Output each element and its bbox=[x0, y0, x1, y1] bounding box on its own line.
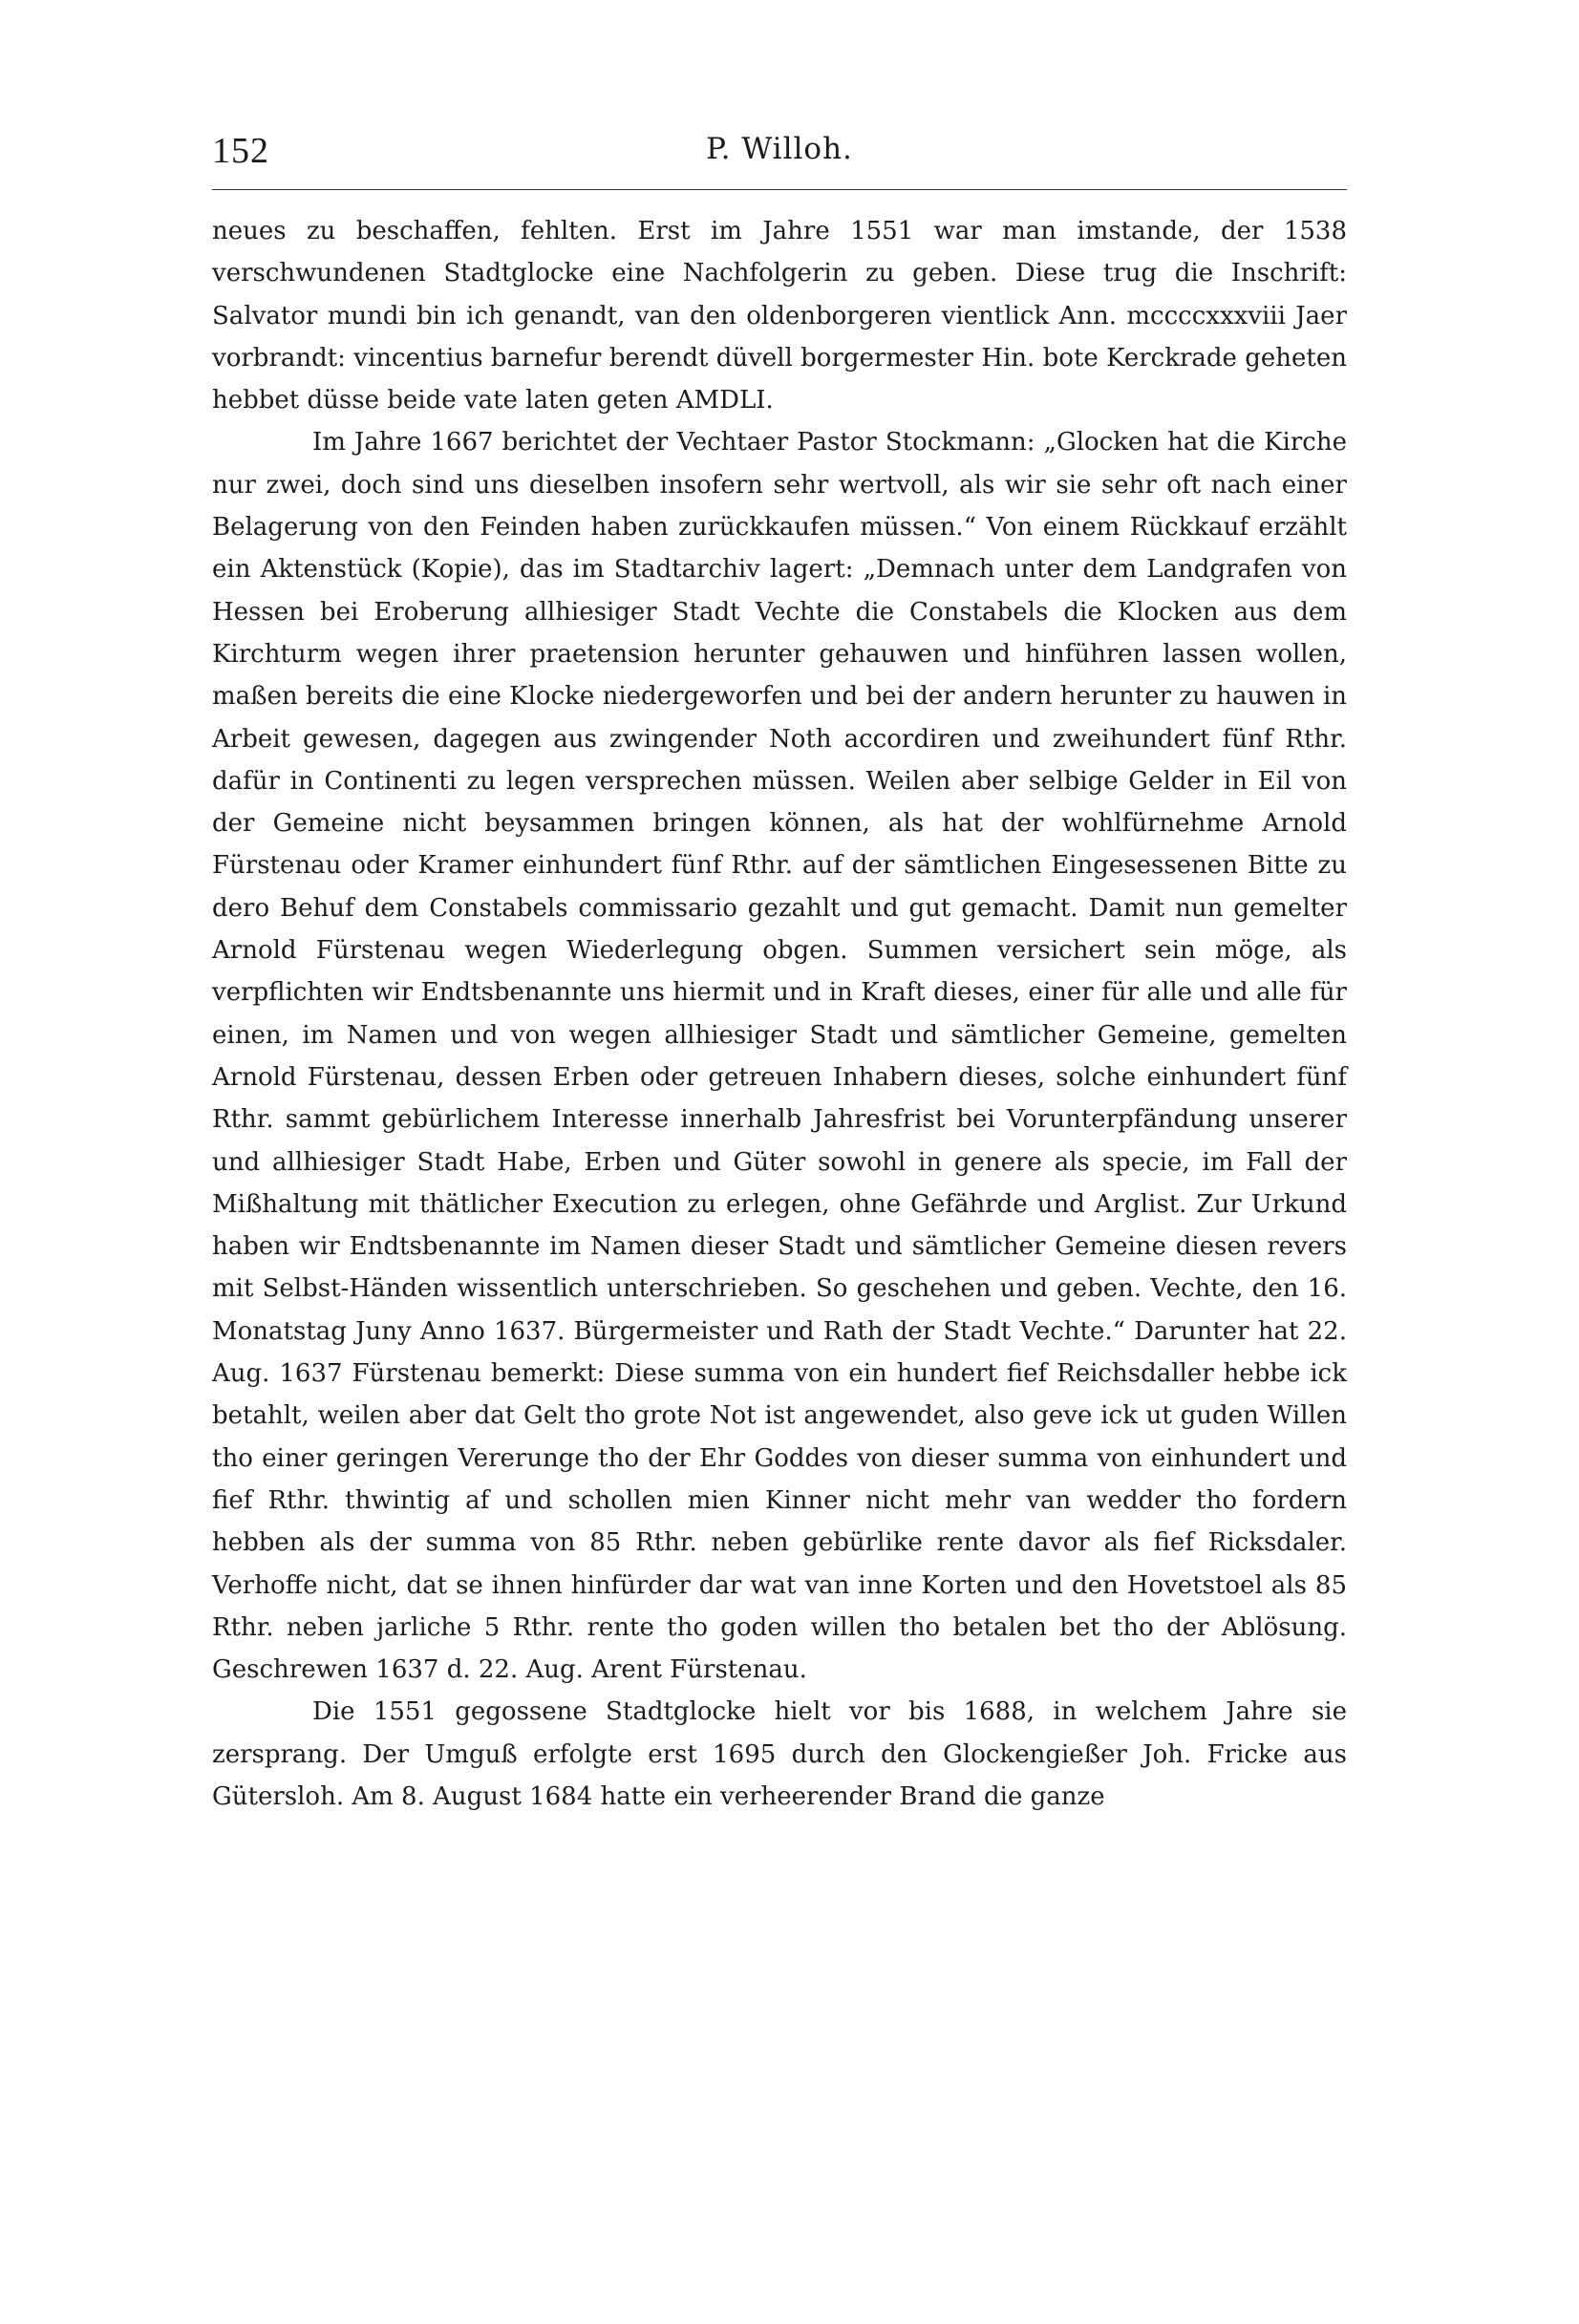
header-rule bbox=[212, 189, 1347, 190]
page-number: 152 bbox=[212, 131, 269, 171]
paragraph-bell-recast: Die 1551 gegossene Stadtglocke hielt vor bis 1688, in welchem Jahre sie zersprang. Der Umguß erfolgte erst 1695 durch den Glockengießer Joh. Fricke aus Gütersloh. Am 8. August 1684 hatte ein verheerender Brand die ganze bbox=[212, 1697, 1347, 1811]
paragraph-stockmann-report: Im Jahre 1667 berichtet der Vechtaer Pastor Stockmann: „Glocken hat die Kirche nur zwei, doch sind uns dieselben insofern sehr wertvoll, als wir sie sehr oft nach einer Belagerung von den Feinden haben zurückkaufen müssen.“ Von einem Rückkauf erzählt ein Aktenstück (Kopie), das im Stadtarchiv lagert: „Demnach unter dem Landgrafen von Hessen bei Eroberung allhiesiger Stadt Vechte die Constabels die Klocken aus dem Kirchturm wegen ihrer praetension herunter gehauwen und hinführen lassen wollen, maßen bereits die eine Klocke niedergeworfen und bei der andern herunter zu hauwen in Arbeit gewesen, dagegen aus zwingender Noth accordiren und zweihundert fünf Rthr. dafür in Continenti zu legen versprechen müssen. Weilen aber selbige Gelder in Eil von der Gemeine nicht beysammen bringen können, als hat der wohlfürnehme Arnold Fürstenau oder Kramer einhundert fünf Rthr. auf der sämtlichen Eingesessenen Bitte zu dero Behuf dem Constabels commissario gezahlt und gut gemacht. Damit nun gemelter Arnold Fürstenau wegen Wiederlegung obgen. Summen versichert sein möge, als verpflichten wir Endtsbenannte uns hiermit und in Kraft dieses, einer für alle und alle für einen, im Namen und von wegen allhiesiger Stadt und sämtlicher Gemeine, gemelten Arnold Fürstenau, dessen Erben oder getreuen Inhabern dieses, solche einhundert fünf Rthr. sammt gebürlichem Interesse innerhalb Jahresfrist bei Vorunterpfändung unserer und allhiesiger Stadt Habe, Erben und Güter sowohl in genere als specie, im Fall der Mißhaltung mit thätlicher Execution zu erlegen, ohne Gefährde und Arglist. Zur Urkund haben wir Endtsbenannte im Namen dieser Stadt und sämtlicher Gemeine diesen revers mit Selbst-Händen wissentlich unterschrieben. So geschehen und geben. Vechte, den 16. Monatstag Juny Anno 1637. Bürgermeister und Rath der Stadt Vechte.“ Darunter hat 22. Aug. 1637 Fürstenau bemerkt: Diese summa von ein hundert fief Reichsdaller hebbe ick betahlt, weilen aber dat Gelt tho grote Not ist angewendet, also geve ick ut guden Willen tho einer geringen Vererunge tho der Ehr Goddes von dieser summa von einhundert und fief Rthr. thwintig af und schollen mien Kinner nicht mehr van wedder tho fordern hebben als der summa von 85 Rthr. neben gebürlike rente davor als fief Ricksdaler. Verhoffe nicht, dat se ihnen hinfürder dar wat van inne Korten und den Hovetstoel als 85 Rthr. neben jarliche 5 Rthr. rente tho goden willen tho betalen bet tho der Ablösung. Geschrewen 1637 d. 22. Aug. Arent Fürstenau. bbox=[212, 428, 1347, 1685]
running-title: P. Willoh. bbox=[706, 132, 853, 166]
body-text bbox=[212, 210, 1347, 1818]
paragraph-bell-inscription: neues zu beschaffen, fehlten. Erst im Jahre 1551 war man imstande, der 1538 verschwundenen Stadtglocke eine Nachfolgerin zu geben. Diese trug die Inschrift: Salvator mundi bin ich genandt, van den oldenborgeren vientlick Ann. mccccxxxviii Jaer vorbrandt: vincentius barnefur berendt düvell borgermester Hin. bote Kerckrade geheten hebbet düsse beide vate laten geten AMDLI. bbox=[212, 217, 1347, 416]
running-head bbox=[212, 130, 1347, 187]
